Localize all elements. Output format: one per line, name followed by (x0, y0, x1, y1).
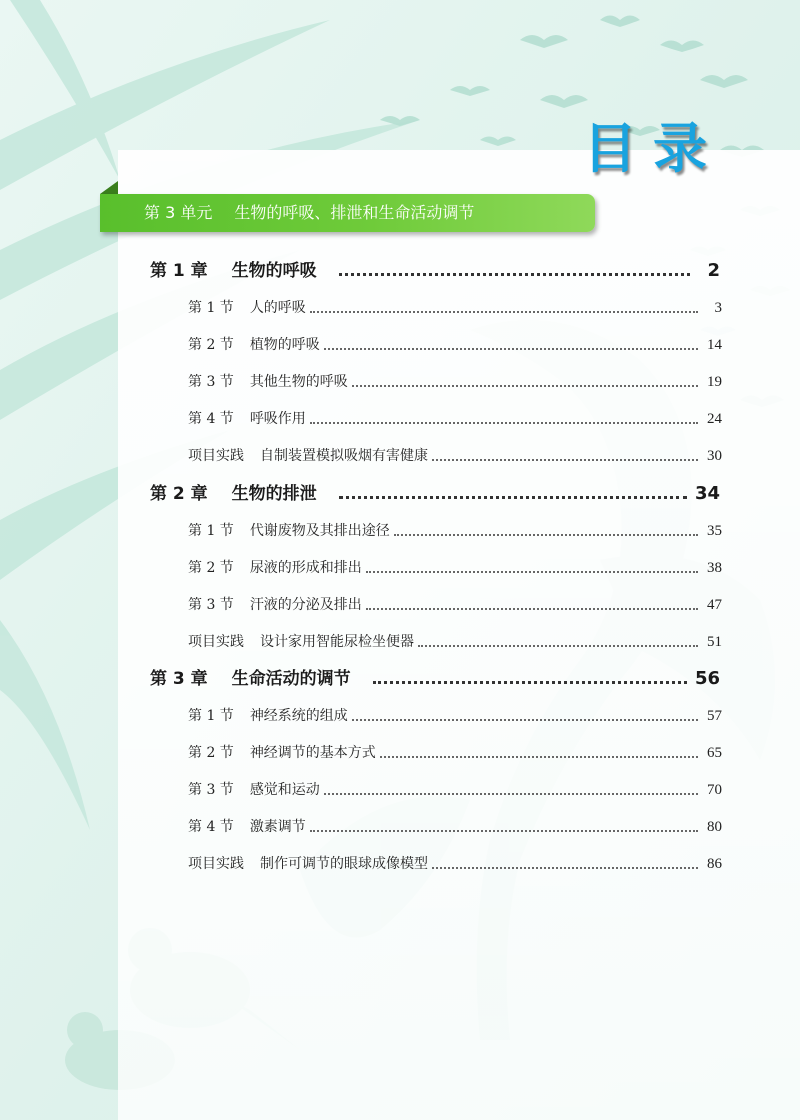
section-entry[interactable] (188, 553, 722, 577)
section-entry-leader-dots (366, 561, 698, 573)
section-entry[interactable] (188, 293, 722, 317)
chapter-entry-leader-dots (339, 263, 690, 276)
section-entry-page-number: 30 (707, 448, 722, 464)
section-entry-title: 激素调节 (249, 819, 306, 835)
section-entry-title: 代谢废物及其排出途径 (249, 523, 390, 539)
page-title: 目录 (583, 117, 723, 180)
chapter-entry-label: 第 2 章 (150, 484, 208, 504)
section-entry-title: 神经调节的基本方式 (249, 745, 376, 761)
section-entry-label: 项目实践 (188, 448, 244, 464)
section-entry[interactable] (188, 775, 722, 799)
section-entry-title: 神经系统的组成 (249, 708, 348, 724)
section-entry[interactable] (188, 590, 722, 614)
section-entry-label: 项目实践 (188, 856, 244, 872)
section-entry-label: 第 3 节 (188, 782, 234, 798)
section-entry-leader-dots (352, 709, 698, 721)
section-entry-label: 第 3 节 (188, 374, 234, 390)
section-entry-page-number: 70 (707, 782, 722, 798)
section-entry-leader-dots (432, 449, 698, 461)
section-entry[interactable] (188, 367, 722, 391)
section-entry-title: 其他生物的呼吸 (249, 374, 348, 390)
section-entry-leader-dots (352, 375, 698, 387)
section-entry-label: 第 4 节 (188, 411, 234, 427)
section-entry-page-number: 57 (707, 708, 722, 724)
section-entry-page-number: 24 (707, 411, 722, 427)
section-entry[interactable] (188, 627, 722, 651)
section-entry-leader-dots (432, 857, 698, 869)
section-entry-label: 第 1 节 (188, 523, 234, 539)
section-entry-page-number: 14 (707, 337, 722, 353)
section-entry-leader-dots (380, 746, 698, 758)
section-entry-page-number: 86 (707, 856, 722, 872)
unit-title: 生物的呼吸、排泄和生命活动调节 (234, 203, 475, 222)
chapter-entry-label: 第 1 章 (150, 261, 208, 281)
section-entry-leader-dots (310, 301, 698, 313)
section-entry-page-number: 35 (707, 523, 722, 539)
section-entry-leader-dots (310, 820, 698, 832)
chapter-entry-page-number: 2 (707, 260, 720, 281)
section-entry[interactable] (188, 701, 722, 725)
chapter-entry-label: 第 3 章 (150, 669, 208, 689)
section-entry[interactable] (188, 330, 722, 354)
section-entry-title: 尿液的形成和排出 (249, 560, 362, 576)
section-entry-leader-dots (394, 524, 698, 536)
section-entry-label: 项目实践 (188, 634, 244, 650)
section-entry-page-number: 65 (707, 745, 722, 761)
section-entry-leader-dots (366, 598, 698, 610)
section-entry[interactable] (188, 812, 722, 836)
section-entry-title: 植物的呼吸 (249, 337, 320, 353)
section-entry-page-number: 3 (714, 300, 722, 316)
section-entry[interactable] (188, 441, 722, 465)
section-entry-label: 第 1 节 (188, 300, 234, 316)
section-entry-title: 制作可调节的眼球成像模型 (260, 856, 428, 872)
section-entry[interactable] (188, 738, 722, 762)
section-entry-title: 自制装置模拟吸烟有害健康 (260, 448, 428, 464)
section-entry-title: 设计家用智能尿检坐便器 (260, 634, 414, 650)
chapter-entry-page-number: 34 (694, 483, 720, 504)
section-entry[interactable] (188, 404, 722, 428)
section-entry-label: 第 3 节 (188, 597, 234, 613)
section-entry-title: 呼吸作用 (249, 411, 306, 427)
chapter-entry-title: 生物的排泄 (231, 484, 317, 504)
chapter-entry[interactable] (150, 257, 720, 281)
section-entry-page-number: 51 (707, 634, 722, 650)
section-entry-leader-dots (324, 783, 698, 795)
section-entry-page-number: 47 (707, 597, 722, 613)
section-entry-label: 第 2 节 (188, 560, 234, 576)
unit-label: 第 3 单元 (144, 203, 213, 222)
section-entry-title: 感觉和运动 (249, 782, 320, 798)
chapter-entry[interactable] (150, 480, 720, 504)
section-entry[interactable] (188, 516, 722, 540)
chapter-entry-page-number: 56 (694, 668, 720, 689)
section-entry-label: 第 1 节 (188, 708, 234, 724)
section-entry-page-number: 38 (707, 560, 722, 576)
section-entry-label: 第 2 节 (188, 337, 234, 353)
chapter-entry[interactable] (150, 665, 720, 689)
section-entry[interactable] (188, 849, 722, 873)
section-entry-label: 第 4 节 (188, 819, 234, 835)
section-entry-label: 第 2 节 (188, 745, 234, 761)
section-entry-title: 汗液的分泌及排出 (249, 597, 362, 613)
section-entry-page-number: 19 (707, 374, 722, 390)
section-entry-title: 人的呼吸 (249, 300, 306, 316)
chapter-entry-title: 生物的呼吸 (231, 261, 317, 281)
section-entry-leader-dots (324, 338, 698, 350)
chapter-entry-leader-dots (373, 671, 687, 684)
chapter-entry-title: 生命活动的调节 (231, 669, 351, 689)
section-entry-leader-dots (310, 412, 698, 424)
section-entry-leader-dots (418, 635, 698, 647)
section-entry-page-number: 80 (707, 819, 722, 835)
chapter-entry-leader-dots (339, 486, 687, 499)
